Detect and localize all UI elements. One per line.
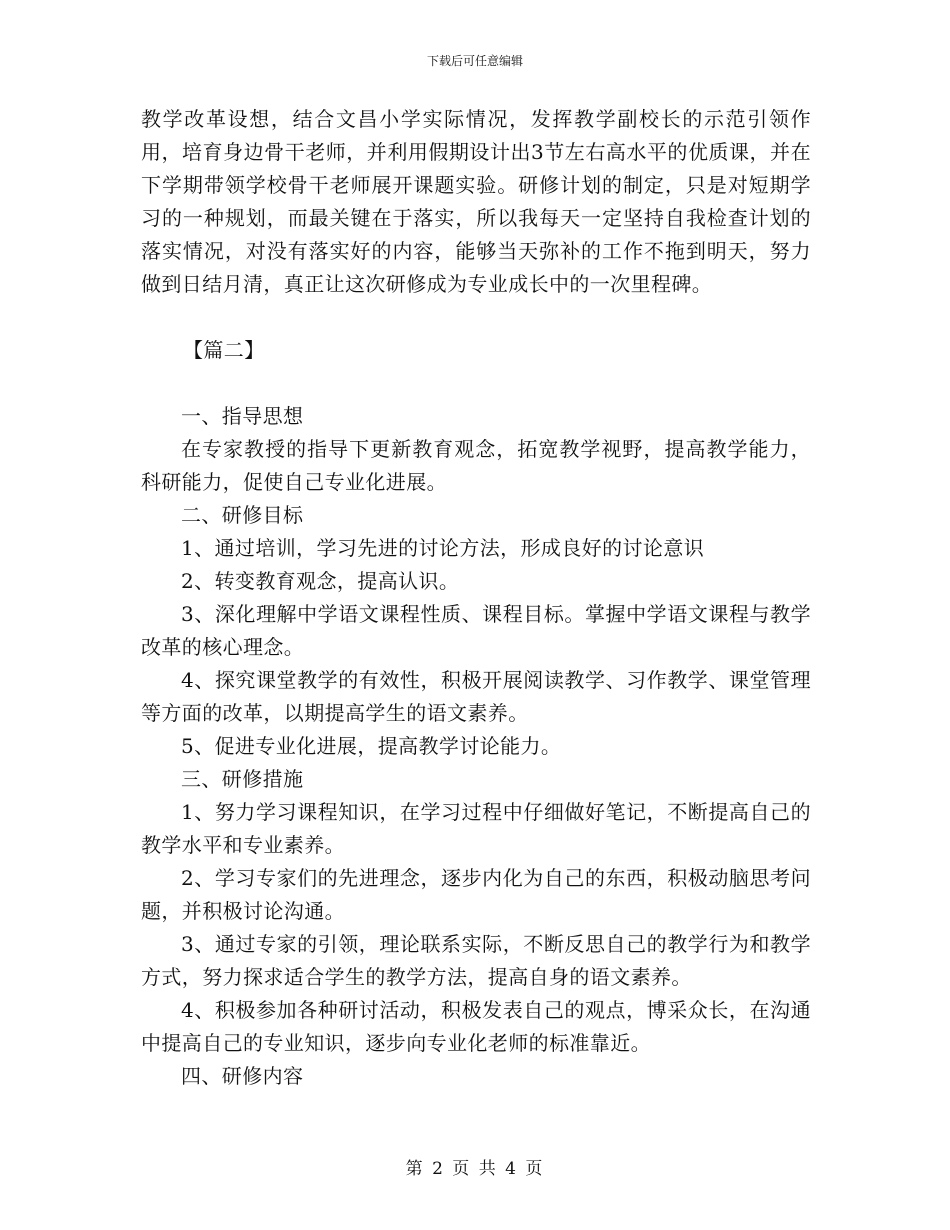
list-item: 2、转变教育观念，提高认识。 bbox=[181, 569, 460, 593]
heading-study-content: 四、研修内容 bbox=[181, 1064, 304, 1088]
page-header: 下载后可任意编辑 bbox=[426, 54, 523, 68]
heading-guiding-ideology: 一、指导思想 bbox=[181, 404, 304, 428]
spacer bbox=[141, 367, 811, 400]
heading-study-goals: 二、研修目标 bbox=[181, 503, 304, 527]
heading-study-measures: 三、研修措施 bbox=[181, 767, 304, 791]
list-item: 4、探究课堂教学的有效性，积极开展阅读教学、习作教学、课堂管理等方面的改革，以期提高学生的语文素养。 bbox=[141, 668, 811, 725]
section-title: 【篇二】 bbox=[183, 338, 265, 362]
page-number-footer: 第 2 页 共 4 页 bbox=[405, 1159, 545, 1179]
list-item: 1、通过培训，学习先进的讨论方法，形成良好的讨论意识 bbox=[181, 536, 705, 560]
document-body bbox=[141, 103, 811, 1093]
list-item: 3、通过专家的引领，理论联系实际，不断反思自己的教学行为和教学方式，努力探求适合学生的教学方法，提高自身的语文素养。 bbox=[141, 932, 811, 989]
list-item: 1、努力学习课程知识，在学习过程中仔细做好笔记，不断提高自己的教学水平和专业素养。 bbox=[141, 800, 811, 857]
paragraph: 在专家教授的指导下更新教育观念，拓宽教学视野，提高教学能力，科研能力，促使自己专业化进展。 bbox=[141, 437, 811, 494]
list-item: 4、积极参加各种研讨活动，积极发表自己的观点，博采众长，在沟通中提高自己的专业知识，逐步向专业化老师的标准靠近。 bbox=[141, 998, 811, 1055]
list-item: 3、深化理解中学语文课程性质、课程目标。掌握中学语文课程与教学改革的核心理念。 bbox=[141, 602, 811, 659]
intro-paragraph: 教学改革设想，结合文昌小学实际情况，发挥教学副校长的示范引领作用，培育身边骨干老师，并利用假期设计出3节左右高水平的优质课，并在下学期带领学校骨干老师展开课题实验。研修计划的制定，只是对短期学习的一种规划，而最关键在于落实，所以我每天一定坚持自我检查计划的落实情况，对没有落实好的内容，能够当天弥补的工作不拖到明天，努力做到日结月清，真正让这次研修成为专业成长中的一次里程碑。 bbox=[141, 107, 811, 296]
list-item: 2、学习专家们的先进理念，逐步内化为自己的东西，积极动脑思考问题，并积极讨论沟通。 bbox=[141, 866, 811, 923]
list-item: 5、促进专业化进展，提高教学讨论能力。 bbox=[181, 734, 562, 758]
spacer bbox=[141, 301, 811, 334]
